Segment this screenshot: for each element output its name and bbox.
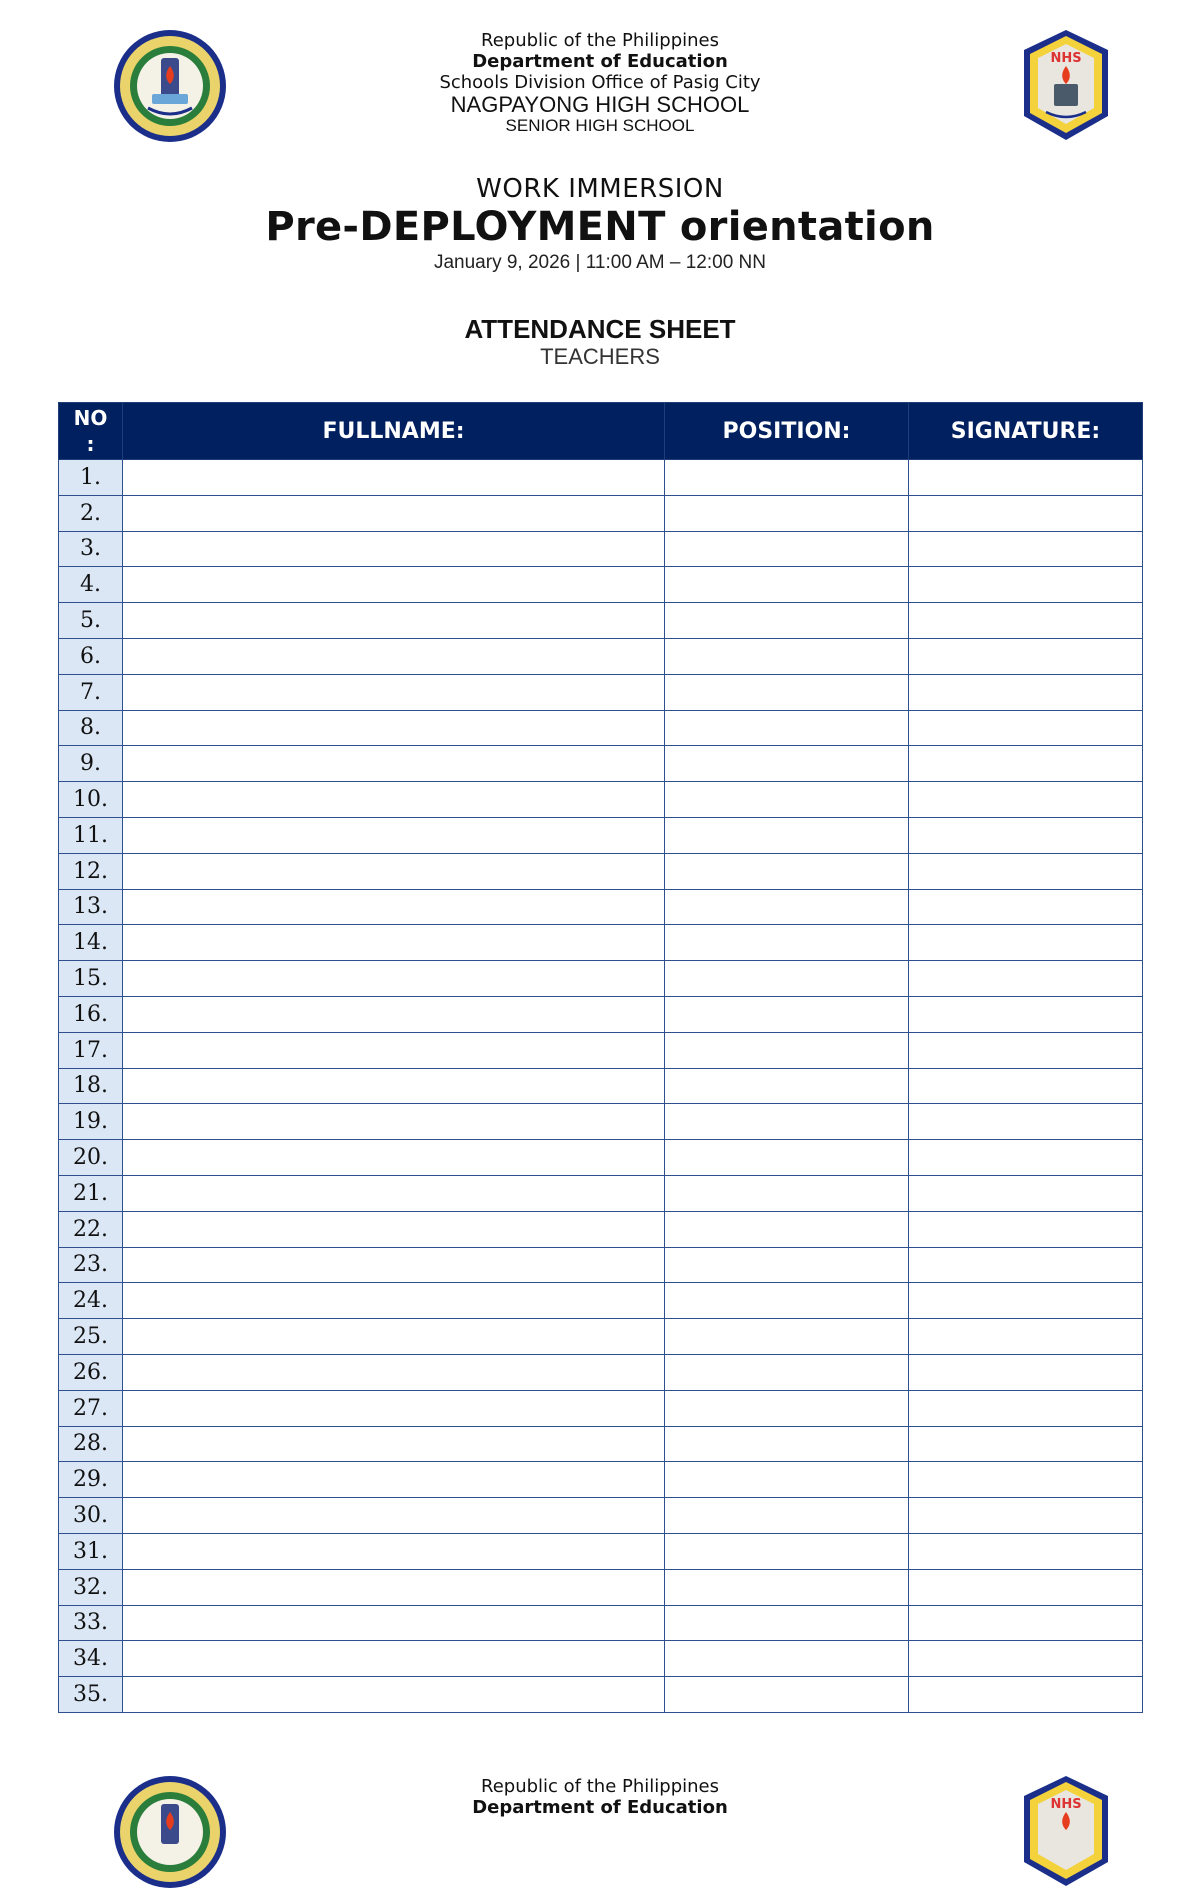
signature-cell[interactable] <box>909 1032 1143 1068</box>
table-row <box>59 1140 1143 1176</box>
row-number: 3. <box>59 531 123 567</box>
signature-cell[interactable] <box>909 1140 1143 1176</box>
fullname-cell[interactable] <box>123 1462 665 1498</box>
row-number: 2. <box>59 495 123 531</box>
signature-cell[interactable] <box>909 1247 1143 1283</box>
position-cell[interactable] <box>665 710 909 746</box>
row-number: 6. <box>59 638 123 674</box>
position-cell[interactable] <box>665 1032 909 1068</box>
row-number: 10. <box>59 782 123 818</box>
fullname-cell[interactable] <box>123 1426 665 1462</box>
table-row <box>59 925 1143 961</box>
fullname-cell[interactable] <box>123 674 665 710</box>
position-cell[interactable] <box>665 925 909 961</box>
fullname-cell[interactable] <box>123 961 665 997</box>
table-row <box>59 603 1143 639</box>
school-level: SENIOR HIGH SCHOOL <box>505 116 695 135</box>
table-row <box>59 889 1143 925</box>
fullname-cell[interactable] <box>123 460 665 496</box>
table-row <box>59 710 1143 746</box>
position-cell[interactable] <box>665 1175 909 1211</box>
table-row <box>59 495 1143 531</box>
table-row <box>59 674 1143 710</box>
signature-cell[interactable] <box>909 889 1143 925</box>
position-cell[interactable] <box>665 1140 909 1176</box>
department-line: Department of Education <box>472 51 728 72</box>
position-cell[interactable] <box>665 1283 909 1319</box>
table-row <box>59 567 1143 603</box>
row-number: 34. <box>59 1641 123 1677</box>
signature-cell[interactable] <box>909 1426 1143 1462</box>
signature-cell[interactable] <box>909 1569 1143 1605</box>
fullname-cell[interactable] <box>123 1319 665 1355</box>
signature-cell[interactable] <box>909 1104 1143 1140</box>
division-line: Schools Division Office of Pasig City <box>439 72 761 93</box>
event-schedule: January 9, 2026 | 11:00 AM – 12:00 NN <box>433 252 767 273</box>
row-number: 8. <box>59 710 123 746</box>
row-number: 19. <box>59 1104 123 1140</box>
table-row <box>59 1677 1143 1713</box>
fullname-cell[interactable] <box>123 495 665 531</box>
fullname-cell[interactable] <box>123 1283 665 1319</box>
row-number: 35. <box>59 1677 123 1713</box>
column-header-signature: SIGNATURE: <box>909 403 1143 460</box>
column-header-fullname: FULLNAME: <box>123 403 665 460</box>
signature-cell[interactable] <box>909 925 1143 961</box>
fullname-cell[interactable] <box>123 1032 665 1068</box>
signature-cell[interactable] <box>909 1068 1143 1104</box>
table-row <box>59 1533 1143 1569</box>
row-number: 15. <box>59 961 123 997</box>
row-number: 31. <box>59 1533 123 1569</box>
signature-cell[interactable] <box>909 710 1143 746</box>
fullname-cell[interactable] <box>123 1498 665 1534</box>
table-header-row <box>59 403 1143 460</box>
row-number: 5. <box>59 603 123 639</box>
republic-line: Republic of the Philippines <box>481 30 719 51</box>
fullname-cell[interactable] <box>123 1175 665 1211</box>
position-cell[interactable] <box>665 1319 909 1355</box>
position-cell[interactable] <box>665 460 909 496</box>
row-number: 12. <box>59 853 123 889</box>
table-row <box>59 1390 1143 1426</box>
fullname-cell[interactable] <box>123 996 665 1032</box>
position-cell[interactable] <box>665 1533 909 1569</box>
row-number: 20. <box>59 1140 123 1176</box>
table-row <box>59 817 1143 853</box>
position-cell[interactable] <box>665 1247 909 1283</box>
signature-cell[interactable] <box>909 1175 1143 1211</box>
row-number: 4. <box>59 567 123 603</box>
position-cell[interactable] <box>665 603 909 639</box>
letterhead <box>0 30 1200 136</box>
signature-cell[interactable] <box>909 961 1143 997</box>
position-cell[interactable] <box>665 531 909 567</box>
row-number: 28. <box>59 1426 123 1462</box>
table-row <box>59 1605 1143 1641</box>
fullname-cell[interactable] <box>123 853 665 889</box>
fullname-cell[interactable] <box>123 710 665 746</box>
signature-cell[interactable] <box>909 1390 1143 1426</box>
fullname-cell[interactable] <box>123 746 665 782</box>
row-number: 26. <box>59 1354 123 1390</box>
table-row <box>59 1104 1143 1140</box>
row-number: 30. <box>59 1498 123 1534</box>
table-row <box>59 1498 1143 1534</box>
row-number: 33. <box>59 1605 123 1641</box>
signature-cell[interactable] <box>909 1533 1143 1569</box>
table-row <box>59 1462 1143 1498</box>
signature-cell[interactable] <box>909 1641 1143 1677</box>
position-cell[interactable] <box>665 1211 909 1247</box>
position-cell[interactable] <box>665 1426 909 1462</box>
table-row <box>59 1032 1143 1068</box>
position-cell[interactable] <box>665 1641 909 1677</box>
fullname-cell[interactable] <box>123 1211 665 1247</box>
position-cell[interactable] <box>665 996 909 1032</box>
fullname-cell[interactable] <box>123 1641 665 1677</box>
table-row <box>59 531 1143 567</box>
fullname-cell[interactable] <box>123 1677 665 1713</box>
row-number: 7. <box>59 674 123 710</box>
fullname-cell[interactable] <box>123 1140 665 1176</box>
position-cell[interactable] <box>665 567 909 603</box>
school-name: NAGPAYONG HIGH SCHOOL <box>450 92 750 117</box>
position-cell[interactable] <box>665 1462 909 1498</box>
table-row <box>59 1641 1143 1677</box>
signature-cell[interactable] <box>909 1211 1143 1247</box>
signature-cell[interactable] <box>909 996 1143 1032</box>
fullname-cell[interactable] <box>123 1569 665 1605</box>
position-cell[interactable] <box>665 1390 909 1426</box>
table-row <box>59 1319 1143 1355</box>
attendance-table <box>58 402 1143 1713</box>
fullname-cell[interactable] <box>123 1605 665 1641</box>
fullname-cell[interactable] <box>123 1533 665 1569</box>
table-row <box>59 1426 1143 1462</box>
signature-cell[interactable] <box>909 1283 1143 1319</box>
table-row <box>59 1068 1143 1104</box>
fullname-cell[interactable] <box>123 567 665 603</box>
fullname-cell[interactable] <box>123 889 665 925</box>
signature-cell[interactable] <box>909 1677 1143 1713</box>
column-header-no-bottom: : <box>86 432 95 456</box>
row-number: 1. <box>59 460 123 496</box>
row-number: 14. <box>59 925 123 961</box>
row-number: 9. <box>59 746 123 782</box>
column-header-position: POSITION: <box>665 403 909 460</box>
position-cell[interactable] <box>665 817 909 853</box>
signature-cell[interactable] <box>909 746 1143 782</box>
column-header-no-top: NO <box>73 406 108 430</box>
fullname-cell[interactable] <box>123 603 665 639</box>
sheet-title: ATTENDANCE SHEET <box>464 314 736 344</box>
position-cell[interactable] <box>665 1068 909 1104</box>
table-row <box>59 460 1143 496</box>
fullname-cell[interactable] <box>123 531 665 567</box>
position-cell[interactable] <box>665 638 909 674</box>
fullname-cell[interactable] <box>123 782 665 818</box>
signature-cell[interactable] <box>909 495 1143 531</box>
column-header-no <box>59 403 123 460</box>
row-number: 18. <box>59 1068 123 1104</box>
signature-cell[interactable] <box>909 853 1143 889</box>
table-row <box>59 961 1143 997</box>
table-row <box>59 1283 1143 1319</box>
signature-cell[interactable] <box>909 1462 1143 1498</box>
fullname-cell[interactable] <box>123 1354 665 1390</box>
position-cell[interactable] <box>665 1605 909 1641</box>
signature-cell[interactable] <box>909 531 1143 567</box>
row-number: 27. <box>59 1390 123 1426</box>
fullname-cell[interactable] <box>123 1104 665 1140</box>
row-number: 13. <box>59 889 123 925</box>
signature-cell[interactable] <box>909 1354 1143 1390</box>
fullname-cell[interactable] <box>123 638 665 674</box>
position-cell[interactable] <box>665 1677 909 1713</box>
table-row <box>59 853 1143 889</box>
table-row <box>59 746 1143 782</box>
table-row <box>59 1354 1143 1390</box>
row-number: 25. <box>59 1319 123 1355</box>
position-cell[interactable] <box>665 674 909 710</box>
position-cell[interactable] <box>665 1104 909 1140</box>
fullname-cell[interactable] <box>123 817 665 853</box>
table-row <box>59 782 1143 818</box>
row-number: 17. <box>59 1032 123 1068</box>
signature-cell[interactable] <box>909 603 1143 639</box>
row-number: 16. <box>59 996 123 1032</box>
signature-cell[interactable] <box>909 1605 1143 1641</box>
row-number: 23. <box>59 1247 123 1283</box>
sheet-group: TEACHERS <box>540 344 660 369</box>
footer-republic-line: Republic of the Philippines <box>481 1776 719 1797</box>
table-row <box>59 1569 1143 1605</box>
row-number: 22. <box>59 1211 123 1247</box>
position-cell[interactable] <box>665 889 909 925</box>
fullname-cell[interactable] <box>123 1390 665 1426</box>
table-row <box>59 1211 1143 1247</box>
fullname-cell[interactable] <box>123 925 665 961</box>
fullname-cell[interactable] <box>123 1247 665 1283</box>
position-cell[interactable] <box>665 746 909 782</box>
row-number: 21. <box>59 1175 123 1211</box>
position-cell[interactable] <box>665 961 909 997</box>
signature-cell[interactable] <box>909 567 1143 603</box>
row-number: 32. <box>59 1569 123 1605</box>
table-row <box>59 996 1143 1032</box>
program-title: WORK IMMERSION <box>476 174 724 204</box>
event-title: Pre-DEPLOYMENT orientation <box>265 204 935 250</box>
signature-cell[interactable] <box>909 782 1143 818</box>
row-number: 24. <box>59 1283 123 1319</box>
signature-cell[interactable] <box>909 817 1143 853</box>
svg-text:NHS: NHS <box>1050 51 1082 66</box>
row-number: 29. <box>59 1462 123 1498</box>
signature-cell[interactable] <box>909 1498 1143 1534</box>
fullname-cell[interactable] <box>123 1068 665 1104</box>
signature-cell[interactable] <box>909 638 1143 674</box>
table-row <box>59 1247 1143 1283</box>
signature-cell[interactable] <box>909 460 1143 496</box>
position-cell[interactable] <box>665 782 909 818</box>
position-cell[interactable] <box>665 853 909 889</box>
position-cell[interactable] <box>665 1354 909 1390</box>
svg-text:NHS: NHS <box>1050 1797 1082 1812</box>
signature-cell[interactable] <box>909 674 1143 710</box>
row-number: 11. <box>59 817 123 853</box>
position-cell[interactable] <box>665 495 909 531</box>
signature-cell[interactable] <box>909 1319 1143 1355</box>
position-cell[interactable] <box>665 1498 909 1534</box>
position-cell[interactable] <box>665 1569 909 1605</box>
footer-department-line: Department of Education <box>472 1797 728 1818</box>
footer-letterhead <box>0 1776 1200 1818</box>
table-row <box>59 1175 1143 1211</box>
table-row <box>59 638 1143 674</box>
